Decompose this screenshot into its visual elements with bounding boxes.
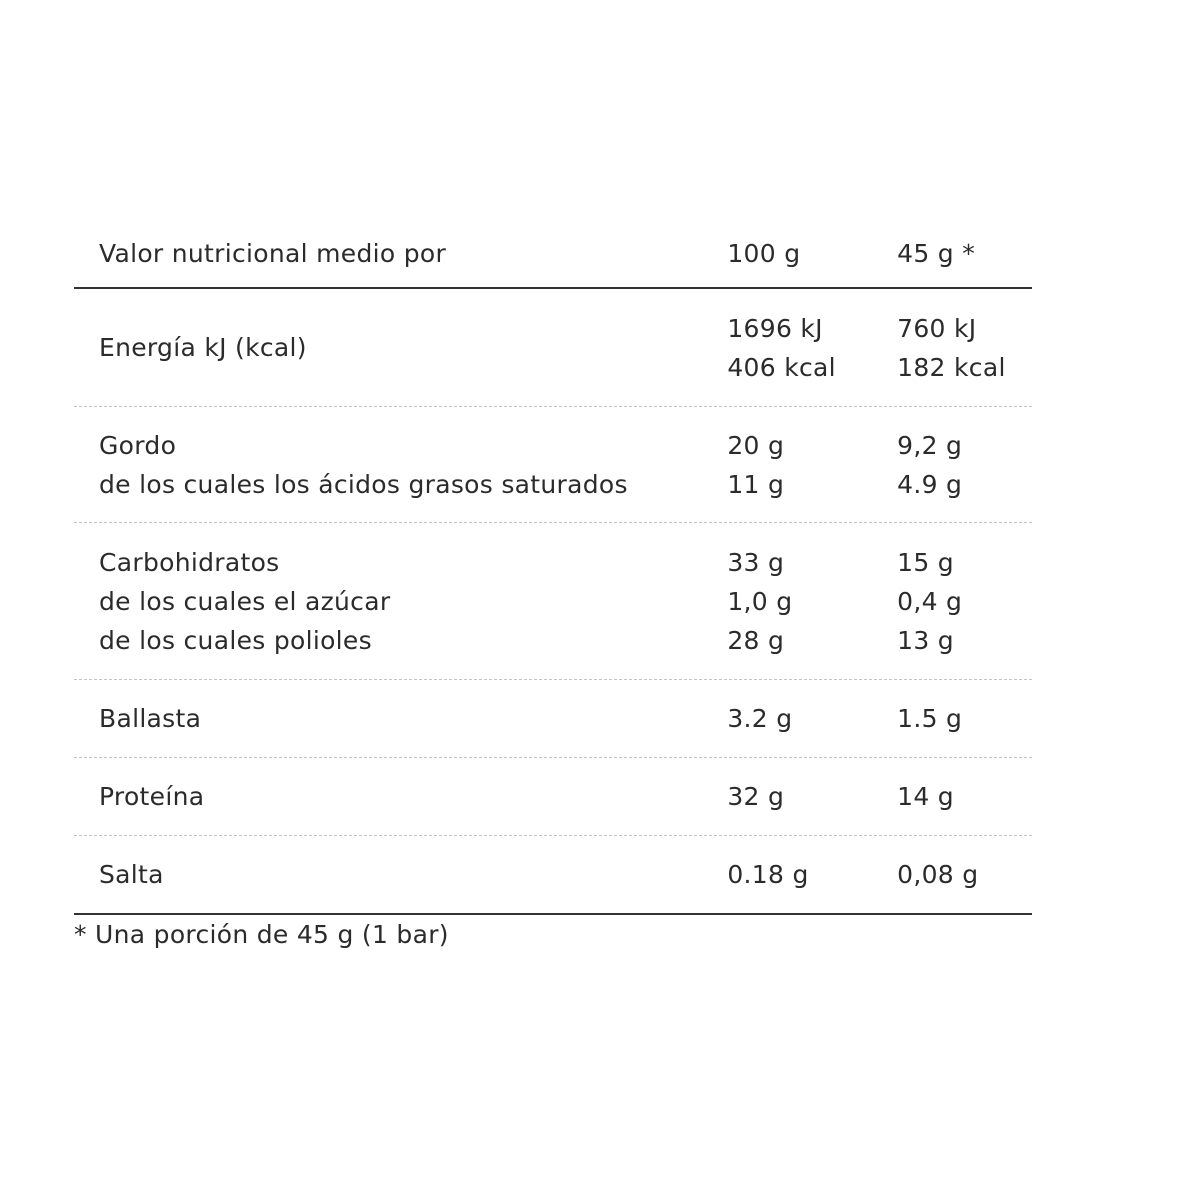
- serving-footnote: * Una porción de 45 g (1 bar): [74, 920, 449, 949]
- value-per-serving: 182 kcal: [897, 352, 1006, 382]
- value-per-100g: 1,0 g: [727, 586, 793, 616]
- table-row-energy: [74, 289, 1032, 407]
- table-row-fiber: [74, 680, 1032, 758]
- value-per-serving: 4.9 g: [897, 469, 963, 499]
- table-row-carbohydrates: [74, 523, 1032, 680]
- table-row-salt: [74, 836, 1032, 915]
- row-label: Gordo: [99, 430, 177, 460]
- table-header-row: [74, 220, 1032, 289]
- row-label: Proteína: [99, 782, 205, 811]
- header-label: Valor nutricional medio por: [99, 239, 447, 268]
- value-per-100g: 0.18 g: [727, 860, 809, 889]
- row-label: Ballasta: [99, 704, 202, 733]
- row-sublabel: de los cuales polioles: [99, 625, 372, 655]
- row-sublabel: de los cuales el azúcar: [99, 586, 391, 616]
- value-per-serving: 15 g: [897, 547, 954, 577]
- nutrition-table: [74, 220, 1032, 954]
- header-per-100g: 100 g: [727, 239, 801, 268]
- value-per-serving: 0,4 g: [897, 586, 963, 616]
- value-per-100g: 32 g: [727, 782, 785, 811]
- header-per-serving: 45 g *: [897, 239, 976, 268]
- row-label: Salta: [99, 860, 164, 889]
- value-per-100g: 33 g: [727, 547, 785, 577]
- value-per-serving: 0,08 g: [897, 860, 979, 889]
- value-per-serving: 760 kJ: [897, 313, 977, 343]
- value-per-100g: 3.2 g: [727, 704, 793, 733]
- row-label: Carbohidratos: [99, 547, 280, 577]
- value-per-serving: 1.5 g: [897, 704, 963, 733]
- row-sublabel: de los cuales los ácidos grasos saturados: [99, 469, 628, 499]
- value-per-serving: 9,2 g: [897, 430, 963, 460]
- table-row-protein: [74, 758, 1032, 836]
- value-per-100g: 1696 kJ: [727, 313, 823, 343]
- table-row-fat: [74, 407, 1032, 523]
- value-per-serving: 13 g: [897, 625, 954, 655]
- value-per-100g: 11 g: [727, 469, 785, 499]
- value-per-serving: 14 g: [897, 782, 954, 811]
- row-label: Energía kJ (kcal): [99, 333, 307, 362]
- value-per-100g: 28 g: [727, 625, 785, 655]
- value-per-100g: 20 g: [727, 430, 785, 460]
- value-per-100g: 406 kcal: [727, 352, 836, 382]
